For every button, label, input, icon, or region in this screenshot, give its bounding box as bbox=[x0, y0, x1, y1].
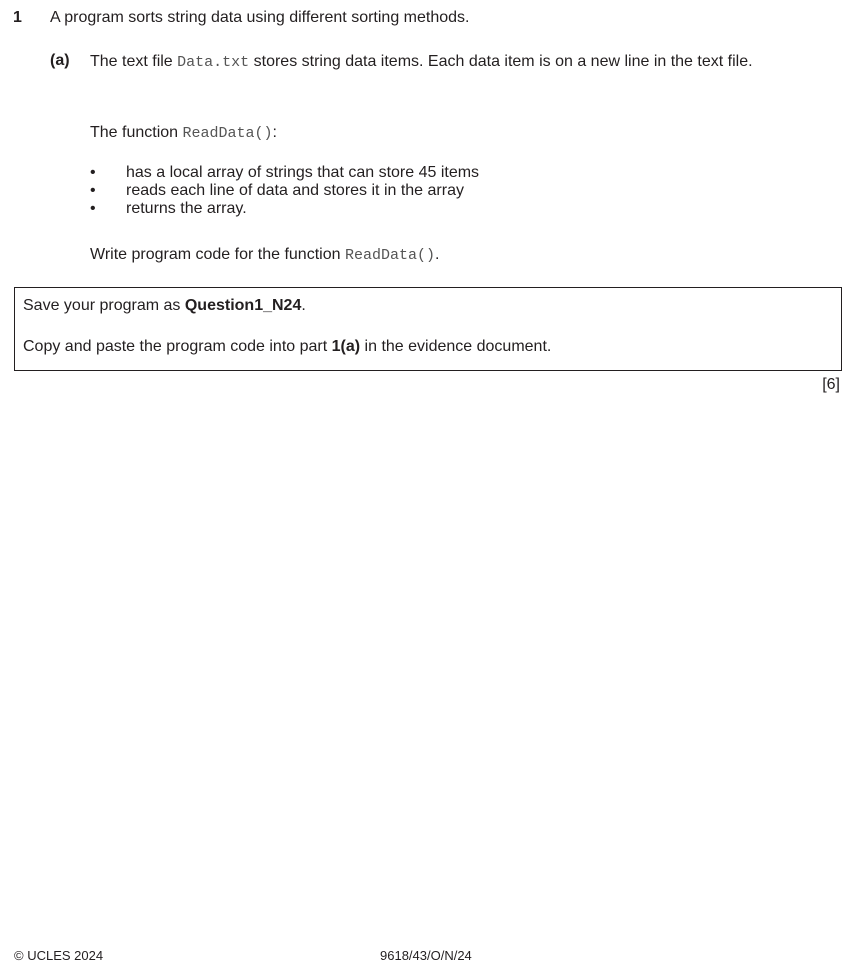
task-text: Write program code for the function bbox=[90, 246, 345, 263]
function-intro-text: The function bbox=[90, 124, 183, 141]
function-intro-colon: : bbox=[272, 124, 277, 141]
program-filename: Question1_N24 bbox=[184, 297, 302, 314]
task-text-end: . bbox=[434, 246, 440, 263]
save-instruction bbox=[23, 297, 306, 315]
paste-text: Copy and paste the program code into part bbox=[23, 338, 332, 355]
part-label: (a) bbox=[50, 52, 70, 69]
marks-allocation: [6] bbox=[822, 376, 840, 393]
description-text: The text file bbox=[90, 53, 178, 70]
question-intro: A program sorts string data using different sorting methods. bbox=[50, 9, 470, 26]
part-a-description bbox=[90, 52, 842, 73]
function-intro bbox=[90, 124, 277, 142]
paste-instruction bbox=[23, 338, 551, 356]
task-instruction bbox=[90, 246, 439, 264]
question-number: 1 bbox=[13, 9, 22, 26]
bullet-text: returns the array. bbox=[126, 200, 247, 217]
evidence-part-ref: 1(a) bbox=[331, 338, 361, 355]
filename-code: Data.txt bbox=[177, 54, 250, 71]
description-text-end: stores string data items. Each data item is on a new line in the text file. bbox=[249, 53, 753, 70]
instruction-box bbox=[14, 287, 842, 371]
save-text-end: . bbox=[301, 297, 306, 314]
task-function-code: ReadData() bbox=[344, 247, 435, 264]
save-text: Save your program as bbox=[23, 297, 185, 314]
bullet-icon: • bbox=[90, 164, 96, 181]
bullet-text: reads each line of data and stores it in the array bbox=[126, 182, 464, 199]
bullet-icon: • bbox=[90, 200, 96, 217]
function-name-code: ReadData() bbox=[182, 125, 273, 142]
footer-paper-code: 9618/43/O/N/24 bbox=[380, 948, 472, 963]
paste-text-end: in the evidence document. bbox=[360, 338, 552, 355]
bullet-text: has a local array of strings that can store 45 items bbox=[126, 164, 480, 181]
footer-copyright: © UCLES 2024 bbox=[14, 948, 104, 963]
bullet-icon: • bbox=[90, 182, 96, 199]
